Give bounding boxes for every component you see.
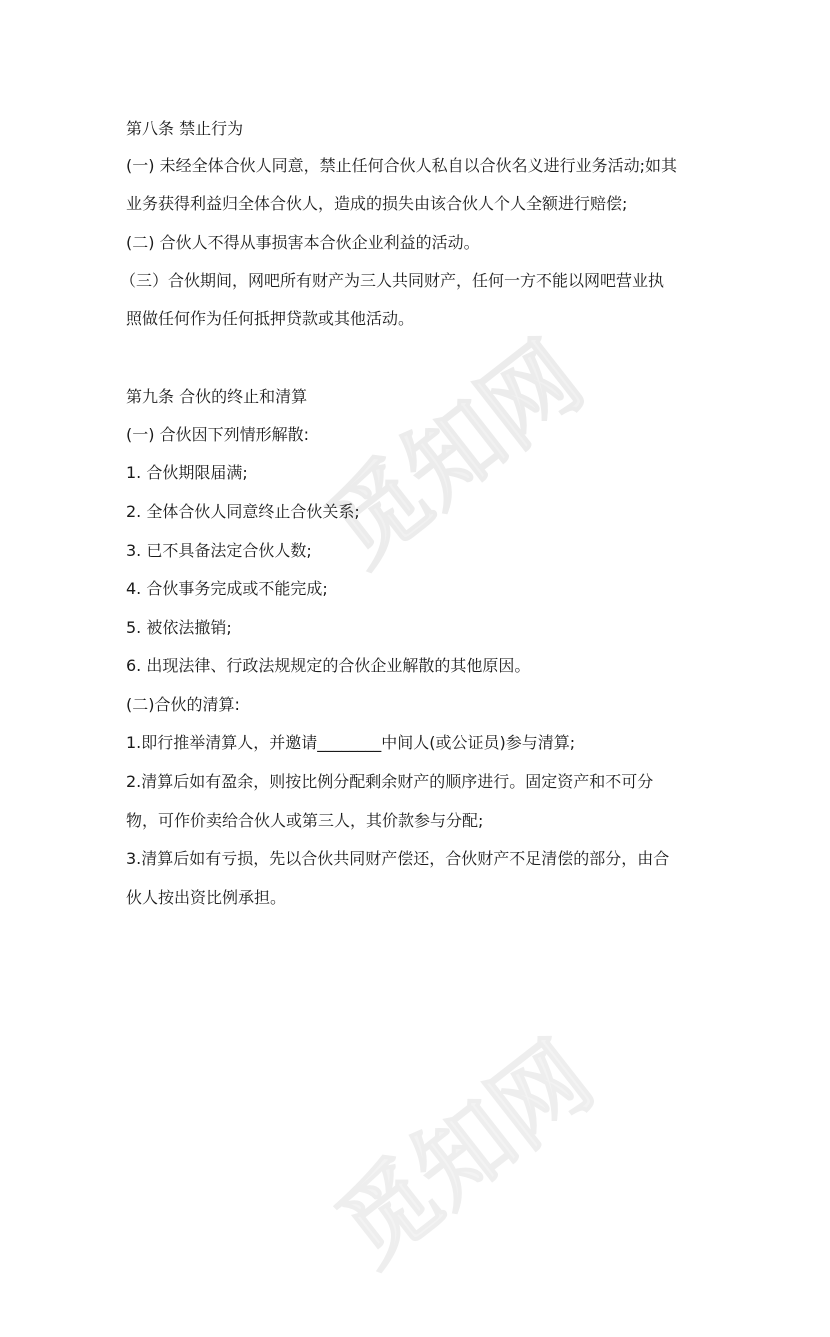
dissolution-item-1: 1. 合伙期限届满; <box>126 463 248 482</box>
dissolution-item-6: 6. 出现法律、行政法规规定的合伙企业解散的其他原因。 <box>126 656 531 675</box>
section-9-sub-1-heading: (一) 合伙因下列情形解散: <box>126 425 309 444</box>
section-8-heading: 第八条 禁止行为 <box>126 119 244 138</box>
section-8-item-3-line-1: （三）合伙期间，网吧所有财产为三人共同财产，任何一方不能以网吧营业执 <box>120 271 665 290</box>
liquidation-item-2-line-2: 物，可作价卖给合伙人或第三人，其价款参与分配; <box>126 811 484 830</box>
dissolution-item-3: 3. 已不具备法定合伙人数; <box>126 541 312 560</box>
watermark <box>272 283 647 638</box>
section-9-heading: 第九条 合伙的终止和清算 <box>126 387 308 406</box>
dissolution-item-4: 4. 合伙事务完成或不能完成; <box>126 579 328 598</box>
section-8-item-1-line-1: (一) 未经全体合伙人同意，禁止任何合伙人私自以合伙名义进行业务活动;如其 <box>126 156 677 175</box>
section-8-item-1-line-2: 业务获得利益归全体合伙人，造成的损失由该合伙人个人全额进行赔偿; <box>126 194 628 213</box>
dissolution-item-2: 2. 全体合伙人同意终止合伙关系; <box>126 502 360 521</box>
liquidation-item-3-line-1: 3.清算后如有亏损，先以合伙共同财产偿还，合伙财产不足清偿的部分，由合 <box>126 849 670 868</box>
section-8-item-2: (二) 合伙人不得从事损害本合伙企业利益的活动。 <box>126 233 480 252</box>
liquidation-item-1: 1.即行推举清算人，并邀请________中间人(或公证员)参与清算; <box>126 733 576 752</box>
section-8-item-3-line-2: 照做任何作为任何抵押贷款或其他活动。 <box>126 309 415 328</box>
dissolution-item-5: 5. 被依法撤销; <box>126 618 232 637</box>
section-9-sub-2-heading: (二)合伙的清算: <box>126 695 240 714</box>
watermark-bottom <box>282 983 657 1337</box>
liquidation-item-3-line-2: 伙人按出资比例承担。 <box>126 888 287 907</box>
watermark-text-bottom: 觅知网 <box>317 1020 614 1287</box>
liquidation-item-2-line-1: 2.清算后如有盈余，则按比例分配剩余财产的顺序进行。固定资产和不可分 <box>126 772 654 791</box>
watermark-text: 觅知网 <box>307 320 604 587</box>
